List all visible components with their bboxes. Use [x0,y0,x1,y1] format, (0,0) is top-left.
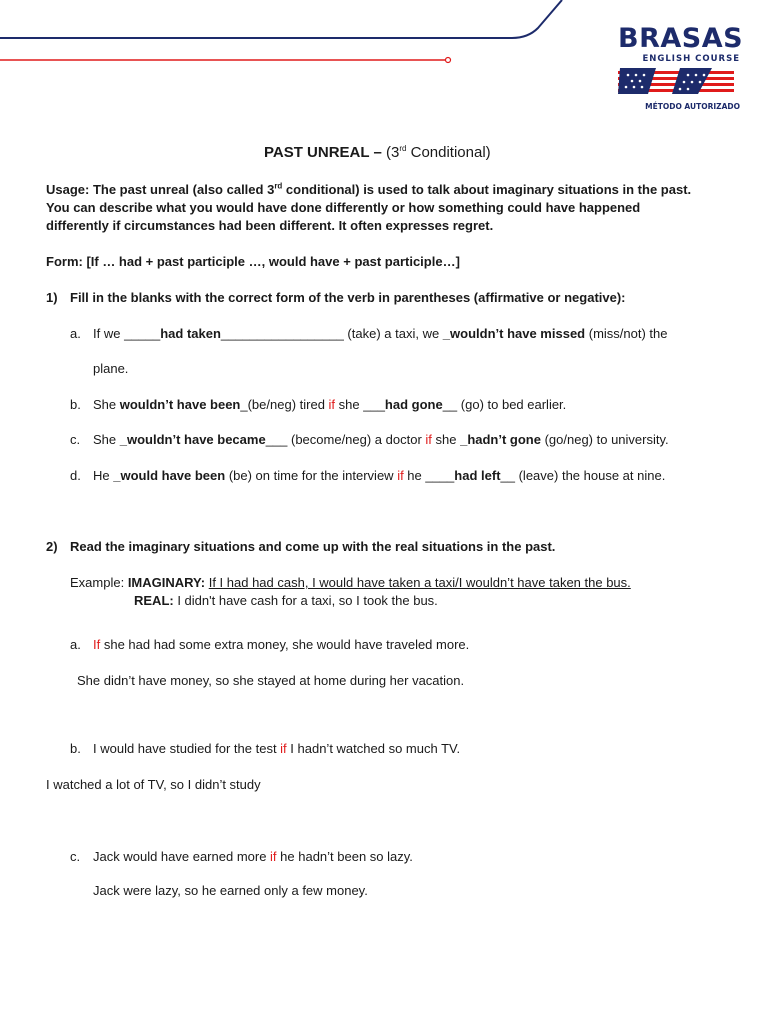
usage-line-3: differently if circumstances had been different. It often expresses regret. [46,218,494,233]
item-1d-part: __ (leave) the house at nine. [500,468,666,483]
item-2c [93,848,413,865]
item-1b-part: She [93,397,120,412]
title-main: PAST UNREAL – [264,144,382,161]
if-highlight: If [93,637,101,652]
item-1c [93,431,669,448]
item-1c-answer-2: _hadn’t gone [460,432,541,447]
usage-text-a: Usage: The past unreal (also called 3 [46,182,275,197]
logo-method: MÉTODO AUTORIZADO [645,102,740,111]
item-2b-letter: b. [70,741,81,756]
usage-sup: rd [274,181,283,191]
usage-line-2: You can describe what you would have done differently or how something could have happened [46,200,641,215]
item-1c-part: She [93,432,120,447]
usage-text-b: conditional) is used to talk about imaginary situations in the past. [282,182,692,197]
section-2-number: 2) [46,539,58,554]
section-1-heading: Fill in the blanks with the correct form of the verb in parentheses (affirmative or negative): [70,290,626,305]
section-1-number: 1) [46,290,58,305]
item-1c-part: she [431,432,461,447]
item-2a-answer: She didn’t have money, so she stayed at home during her vacation. [77,673,465,688]
imaginary-text: If I had had cash, I would have taken a taxi/I wouldn’t have taken the bus. [208,575,631,590]
item-2b-answer: I watched a lot of TV, so I didn’t study [46,777,261,792]
page-title [264,144,491,161]
item-1c-answer-1: _wouldn’t have became [119,432,266,447]
title-paren: (3 [385,144,400,161]
if-highlight: if [328,397,336,412]
real-text: I didn't have cash for a taxi, so I took the bus. [173,593,438,608]
item-1d-part: He [93,468,114,483]
item-1c-part: (go/neg) to university. [540,432,669,447]
real-label: REAL: [134,593,174,608]
item-2b-text: I hadn’t watched so much TV. [286,741,461,756]
if-highlight: if [397,468,404,483]
item-1d-answer-2: had left [454,468,501,483]
if-highlight: if [425,432,432,447]
title-paren-rest: Conditional) [406,144,491,161]
example-label: Example: [70,575,128,590]
item-1a-letter: a. [70,326,81,341]
item-1b-part: she ___ [335,397,385,412]
item-1a [93,325,667,342]
item-1c-letter: c. [70,432,81,447]
item-1a-part: (miss/not) the [585,326,668,341]
item-1a-continuation: plane. [93,361,129,376]
item-2c-letter: c. [70,849,81,864]
item-2a-text: she had had some extra money, she would have traveled more. [100,637,470,652]
item-1b [93,396,566,413]
item-1d-answer-1: _would have been [113,468,226,483]
if-highlight: if [280,741,287,756]
item-1d-part: (be) on time for the interview [225,468,398,483]
item-2c-text: he hadn’t been so lazy. [276,849,413,864]
item-1a-answer-2: _wouldn’t have missed [442,326,586,341]
item-1c-part: ___ (become/neg) a doctor [265,432,426,447]
brasas-logo [618,23,744,111]
flag-icon [618,68,734,94]
item-2a [93,636,469,653]
item-2c-text: Jack would have earned more [93,849,271,864]
item-1a-part: _________________ (take) a taxi, we [220,326,443,341]
item-2c-answer: Jack were lazy, so he earned only a few money. [93,883,368,898]
item-1b-part: _(be/neg) tired [240,397,329,412]
item-1d-letter: d. [70,468,81,483]
imaginary-label: IMAGINARY: [127,575,206,590]
item-1a-answer-1: had taken [160,326,221,341]
logo-subtitle: ENGLISH COURSE [642,54,740,64]
item-1d-part: he ____ [403,468,455,483]
form-rule: Form: [If … had + past participle …, would have + past participle…] [46,254,460,269]
title-sup: rd [399,144,407,153]
item-1a-part: If we _____ [93,326,161,341]
item-1d [93,467,665,484]
item-1b-letter: b. [70,397,81,412]
usage-line-1 [46,181,691,198]
item-2a-letter: a. [70,637,81,652]
item-2b [93,740,460,757]
section-2-heading: Read the imaginary situations and come up with the real situations in the past. [70,539,556,554]
example-imaginary [70,574,631,591]
item-2b-text: I would have studied for the test [93,741,281,756]
logo-brand: BRASAS [618,23,744,54]
item-1b-part: __ (go) to bed earlier. [442,397,567,412]
item-1b-answer-2: had gone [384,397,443,412]
item-1b-answer-1: wouldn’t have been [119,397,241,412]
if-highlight: if [270,849,277,864]
example-real [134,592,438,609]
